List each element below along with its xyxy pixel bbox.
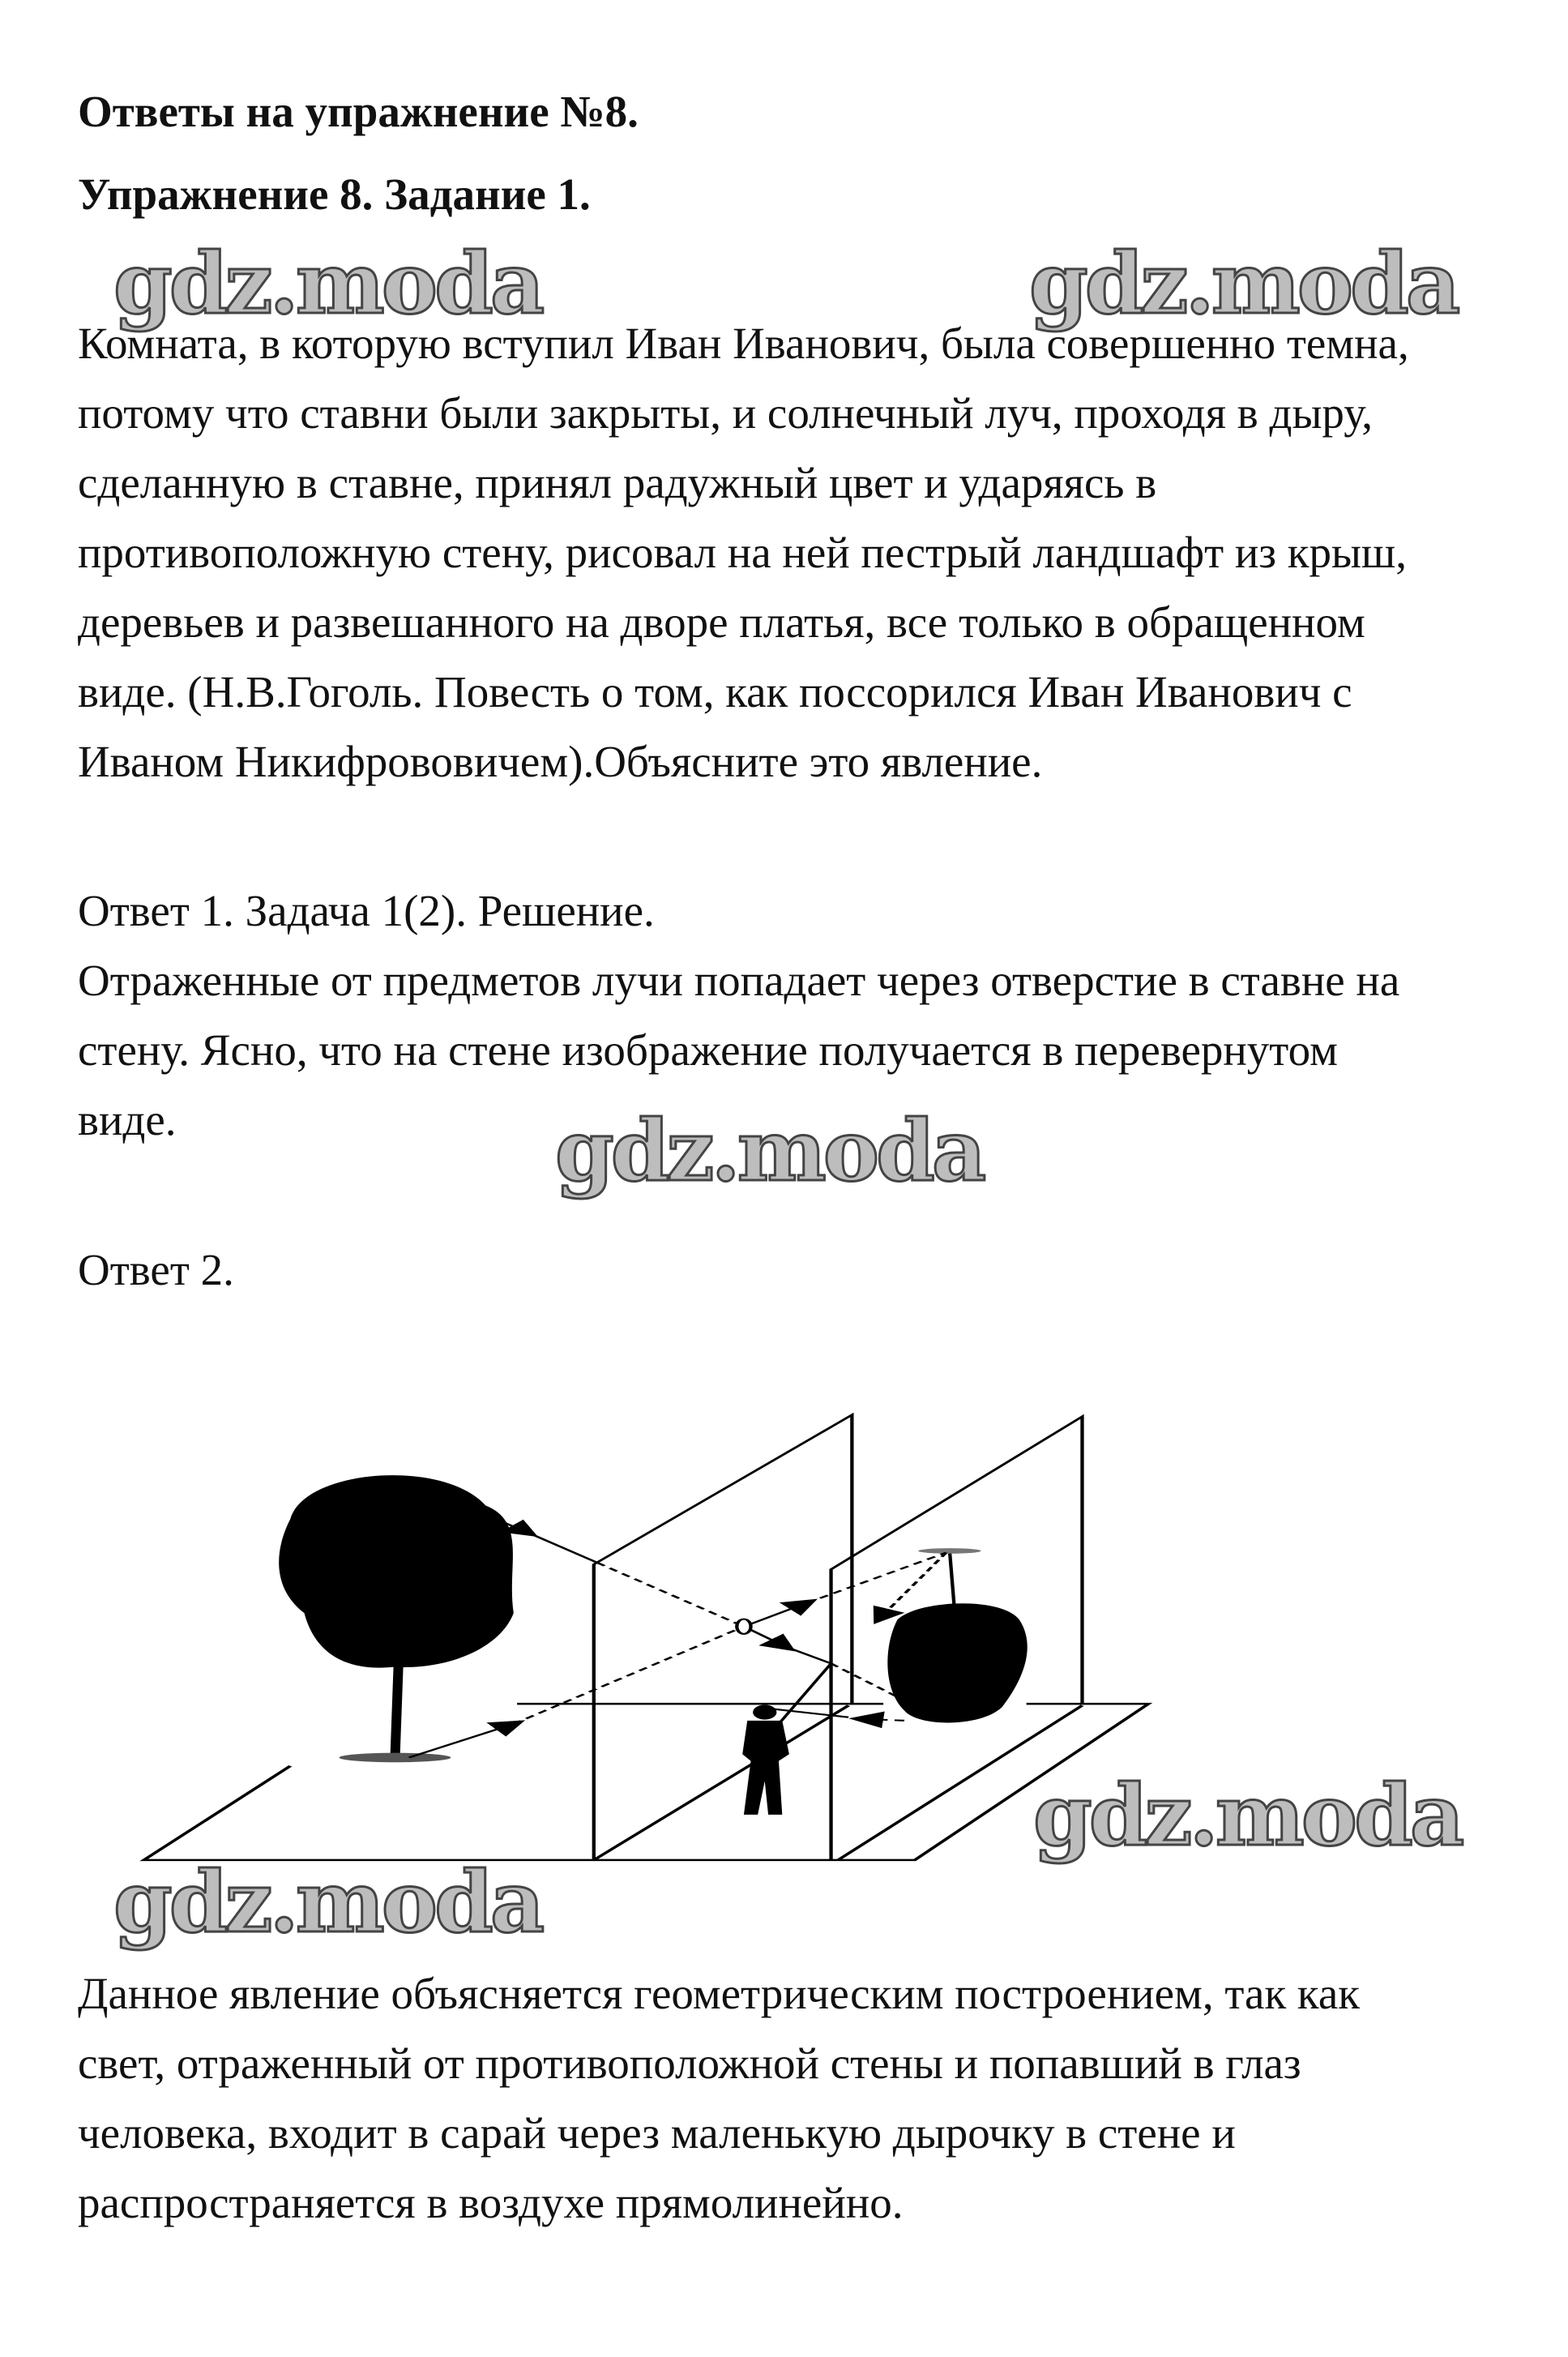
ground-plane (143, 1704, 1148, 1860)
watermark: gdz.moda (113, 1852, 542, 1952)
conclusion-text-line: распространяется в воздухе прямолинейно. (78, 2178, 904, 2227)
tree (279, 1475, 514, 1762)
answer2-label: Ответ 2. (78, 1245, 234, 1294)
watermark: gdz.moda (1029, 233, 1458, 333)
task-text-line: деревьев и развешанного на дворе платья, все только в обращенном (78, 597, 1365, 647)
answer1-text-line: Отраженные от предметов лучи попадает через отверстие в ставне на (78, 956, 1400, 1005)
answer1-text-line: виде. (78, 1095, 177, 1144)
task-text-line: виде. (Н.В.Гоголь. Повесть о том, как поссорился Иван Иванович с (78, 667, 1352, 717)
task-text-line: потому что ставни были закрыты, и солнечный луч, проходя в дыру, (78, 388, 1373, 438)
task-text-line: противоположную стену, рисовал на ней пестрый ландшафт из крыш, (78, 528, 1408, 577)
inverted-tree-image (887, 1548, 1027, 1722)
watermark: gdz.moda (113, 233, 542, 333)
answer1-label: Ответ 1. Задача 1(2). Решение. (78, 886, 655, 935)
front-wall (594, 1415, 852, 1860)
task-text-line: сделанную в ставне, принял радужный цвет и ударяясь в (78, 458, 1157, 507)
conclusion-text-line: Данное явление объясняется геометрическим построением, так как (78, 1969, 1360, 2018)
camera-obscura-diagram (81, 1378, 1175, 1905)
conclusion-text-line: человека, входит в сарай через маленькую дырочку в стене и (78, 2108, 1236, 2158)
page-title: Ответы на упражнение №8. (78, 87, 639, 136)
watermark: gdz.moda (1033, 1765, 1462, 1865)
pinhole-aperture (737, 1619, 750, 1634)
exercise-heading: Упражнение 8. Задание 1. (78, 169, 591, 219)
answer1-text-line: стену. Ясно, что на стене изображение получается в перевернутом (78, 1025, 1338, 1075)
conclusion-text-line: свет, отраженный от противоположной стены и попавший в глаз (78, 2038, 1301, 2088)
task-text-line: Иваном Никифрововичем).Объясните это явление. (78, 737, 1043, 786)
task-text-line: Комната, в которую вступил Иван Иванович, была совершенно темна, (78, 319, 1409, 368)
watermark: gdz.moda (555, 1101, 984, 1200)
